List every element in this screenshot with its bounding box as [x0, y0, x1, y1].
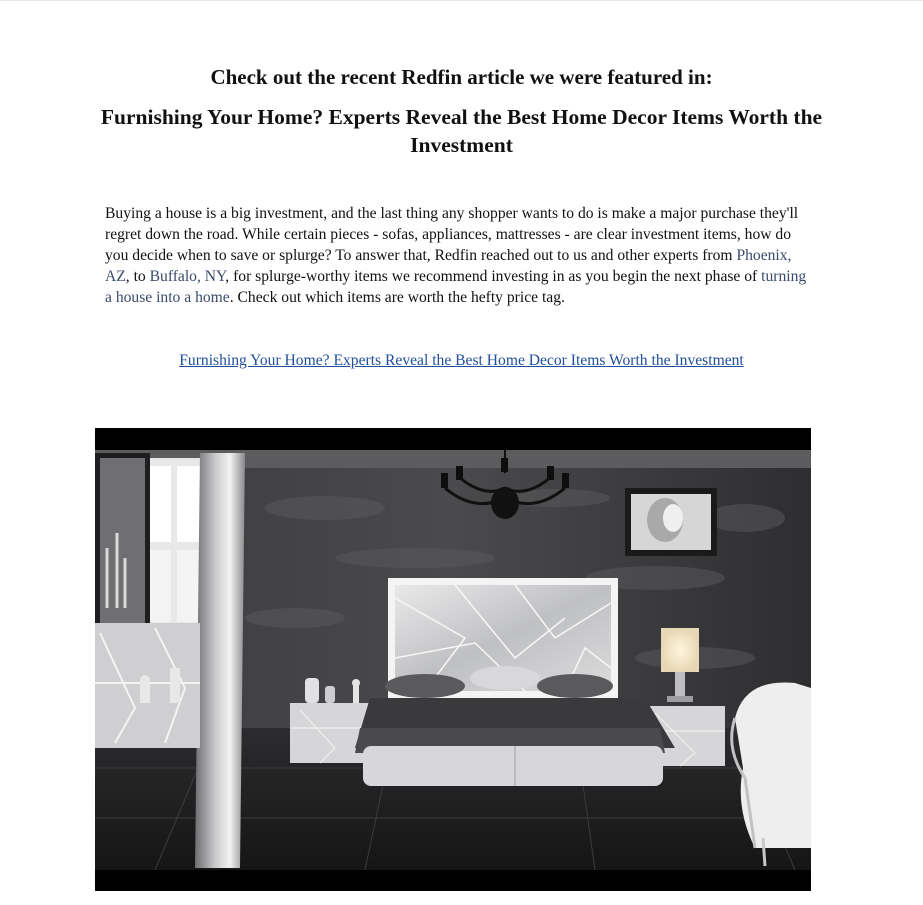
- intro-heading: Check out the recent Redfin article we were featured in:: [210, 65, 713, 89]
- bedroom-illustration: [95, 428, 811, 891]
- location-buffalo: Buffalo, NY: [149, 268, 226, 285]
- article-headline: Furnishing Your Home? Experts Reveal the Best Home Decor Items Worth the Investment: [100, 105, 823, 157]
- top-divider: [0, 0, 923, 1]
- body-text-part: , to: [125, 268, 150, 285]
- article-link-container: [0, 350, 923, 371]
- body-text-part: , for splurge-worthy items we recommend investing in as you begin the next phase of: [225, 268, 762, 285]
- article-body: [105, 203, 817, 308]
- article-link[interactable]: Furnishing Your Home? Experts Reveal the Best Home Decor Items Worth the Investment: [179, 352, 744, 369]
- location-phoenix: Phoenix, AZ: [105, 247, 792, 285]
- phrase-house-to-home: turning a house into a home: [105, 268, 807, 306]
- body-text-part: Buying a house is a big investment, and the last thing any shopper wants to do is make a major purchase they'll regret down the road. While certain pieces - sofas, appliances, mattresses - are clear investment items, how do you decide when to save or splurge? To answer that, Redfin reached out to us and other experts from: [105, 205, 799, 264]
- body-text-part: . Check out which items are worth the hefty price tag.: [229, 289, 565, 306]
- bedroom-photo: [95, 428, 811, 891]
